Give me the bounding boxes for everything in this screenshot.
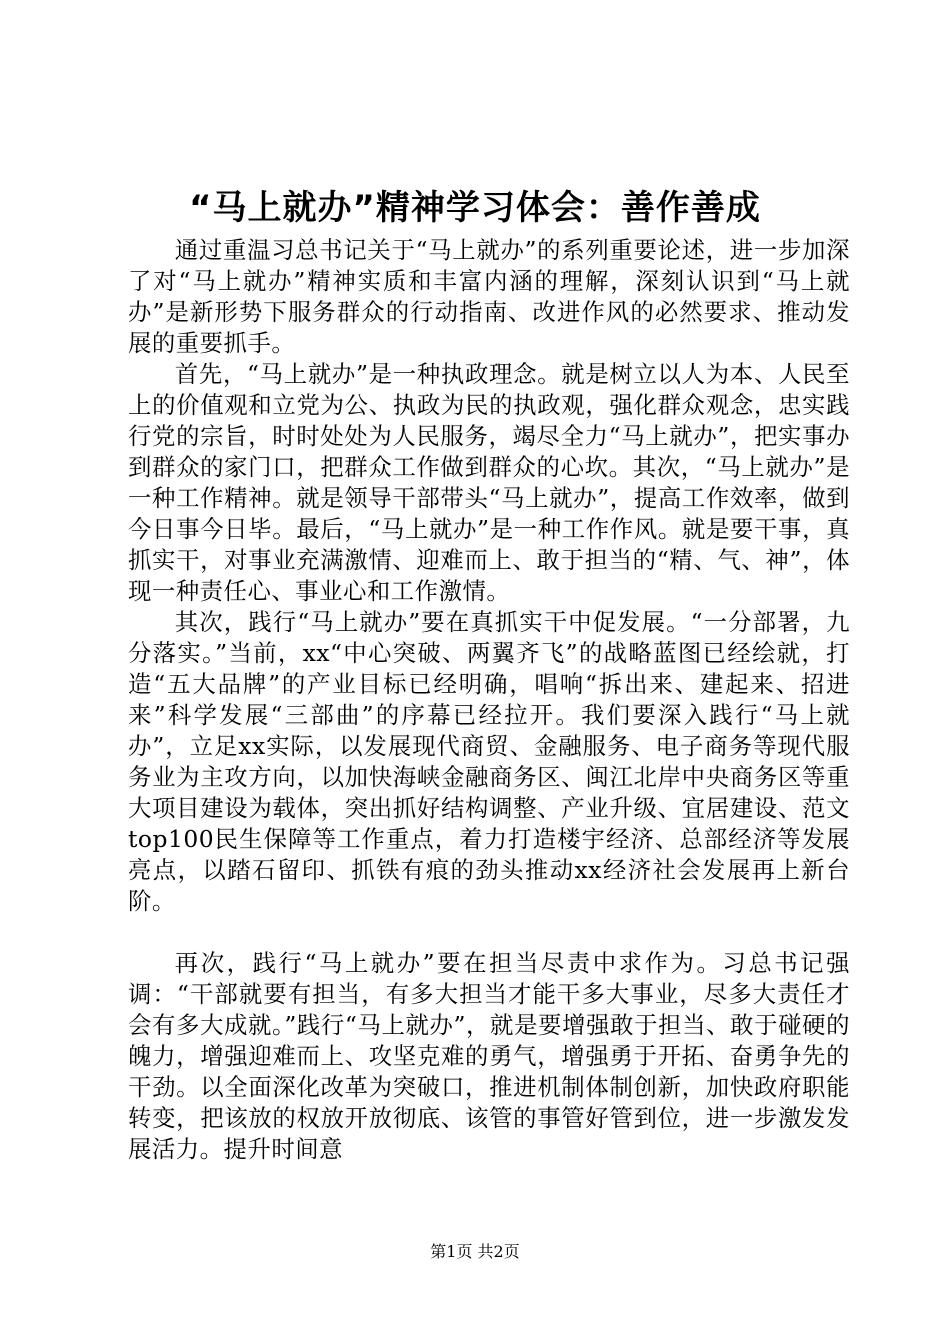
paragraph-second: 其次，践行“马上就办”要在真抓实干中促发展。“一分部署，九分落实。”当前，xx“中心突破、两翼齐飞”的战略蓝图已经绘就，打造“五大品牌”的产业目标已经明确，唱响“拆出来、建起来、招进来”科学发展“三部曲”的序幕已经拉开。我们要深入践行“马上就办”，立足xx实际，以发展现代商贸、金融服务、电子商务等现代服务业为主攻方向，以加快海峡金融商务区、闽江北岸中央商务区等重大项目建设为载体，突出抓好结构调整、产业升级、宜居建设、范文top100民生保障等工作重点，着力打造楼宇经济、总部经济等发展亮点，以踏石留印、抓铁有痕的劲头推动xx经济社会发展再上新台阶。 <box>128 608 850 915</box>
document-title: “马上就办”精神学习体会：善作善成 <box>189 188 761 228</box>
document-body <box>128 235 850 1165</box>
paragraph-third: 再次，践行“马上就办”要在担当尽责中求作为。习总书记强调：“干部就要有担当，有多大担当才能干多大事业，尽多大责任才会有多大成就。”践行“马上就办”，就是要增强敢于担当、敢于碰硬的魄力，增强迎难而上、攻坚克难的勇气，增强勇于开拓、奋勇争先的干劲。以全面深化改革为突破口，推进机制体制创新，加快政府职能转变，把该放的权放开放彻底、该管的事管好管到位，进一步激发发展活力。提升时间意 <box>128 949 850 1163</box>
paragraph-first: 首先，“马上就办”是一种执政理念。就是树立以人为本、人民至上的价值观和立党为公、执政为民的执政观，强化群众观念，忠实践行党的宗旨，时时处处为人民服务，竭尽全力“马上就办”，把实事办到群众的家门口，把群众工作做到群众的心坎。其次，“马上就办”是一种工作精神。就是领导干部带头“马上就办”，提高工作效率，做到今日事今日毕。最后，“马上就办”是一种工作作风。就是要干事，真抓实干，对事业充满激情、迎难而上、敢于担当的“精、气、神”，体现一种责任心、事业心和工作激情。 <box>128 360 850 605</box>
page-number-footer: 第1页 共2页 <box>430 1242 520 1261</box>
paragraph-intro: 通过重温习总书记关于“马上就办”的系列重要论述，进一步加深了对“马上就办”精神实质和丰富内涵的理解，深刻认识到“马上就办”是新形势下服务群众的行动指南、改进作风的必然要求、推动发展的重要抓手。 <box>128 236 850 357</box>
